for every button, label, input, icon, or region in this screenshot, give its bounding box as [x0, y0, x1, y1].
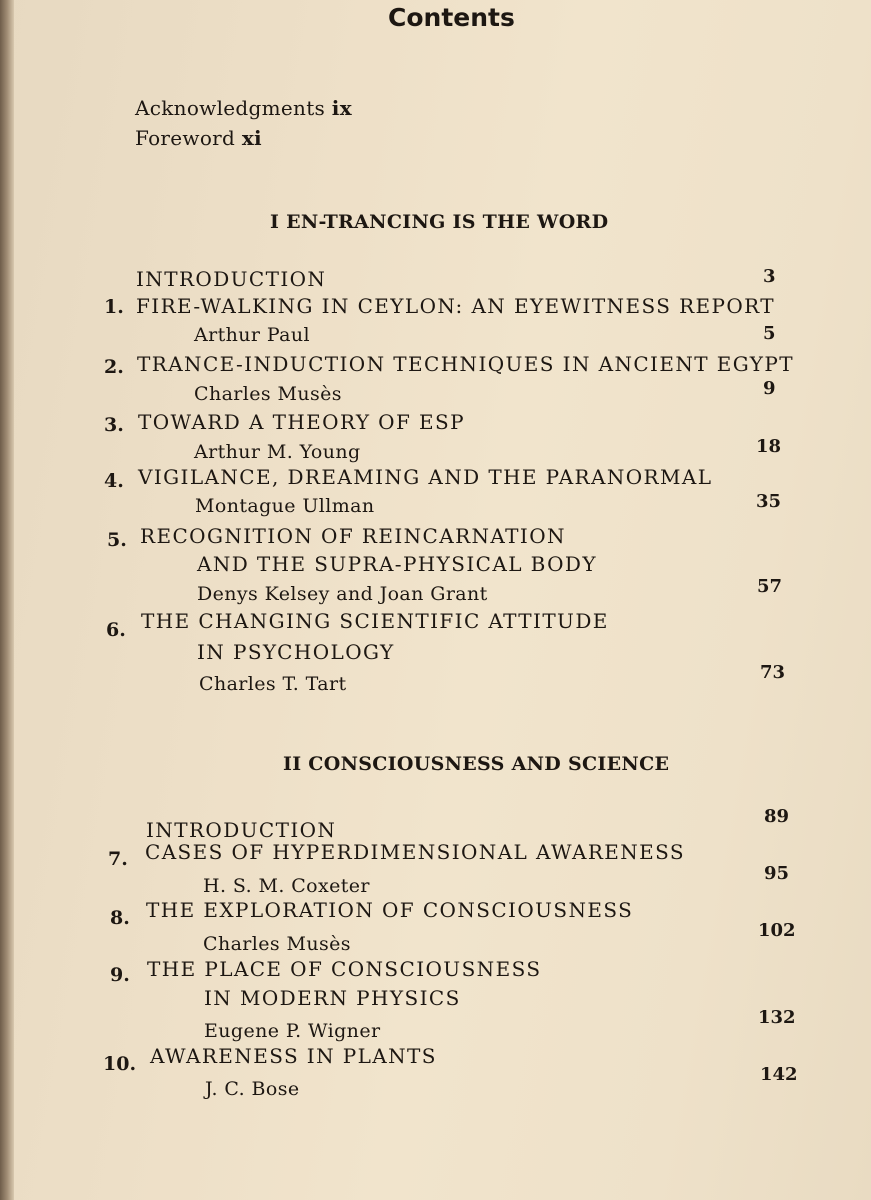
front-matter-page: ix	[331, 96, 352, 120]
chapter-author: Charles Musès	[203, 933, 351, 955]
part-heading: I EN-TRANCING IS THE WORD	[270, 211, 609, 233]
page-number: 73	[760, 662, 786, 683]
chapter-title: CASES OF HYPERDIMENSIONAL AWARENESS	[145, 840, 686, 864]
chapter-title-continuation: IN PSYCHOLOGY	[197, 640, 395, 664]
chapter-number: 5.	[107, 529, 127, 551]
chapter-title: RECOGNITION OF REINCARNATION	[140, 524, 566, 548]
introduction-title: INTRODUCTION	[136, 267, 327, 291]
chapter-author: Montague Ullman	[195, 495, 375, 517]
chapter-author: Charles T. Tart	[199, 673, 347, 695]
chapter-author: Arthur M. Young	[194, 441, 361, 463]
chapter-title: FIRE-WALKING IN CEYLON: AN EYEWITNESS REPORT	[136, 294, 776, 318]
part-heading: II CONSCIOUSNESS AND SCIENCE	[283, 753, 670, 775]
chapter-number: 7.	[108, 848, 128, 870]
chapter-author: Eugene P. Wigner	[204, 1020, 381, 1042]
page-number: 18	[756, 436, 782, 457]
chapter-number: 3.	[104, 414, 124, 436]
front-matter-page: xi	[241, 126, 262, 150]
chapter-title-continuation: AND THE SUPRA-PHYSICAL BODY	[197, 552, 597, 576]
chapter-title: THE PLACE OF CONSCIOUSNESS	[147, 957, 542, 981]
page-title: Contents	[388, 3, 515, 32]
page-number: 57	[757, 576, 783, 597]
introduction-title: INTRODUCTION	[146, 818, 337, 842]
chapter-number: 4.	[104, 470, 124, 492]
page-number: 5	[763, 323, 776, 344]
page-number: 89	[764, 806, 790, 827]
chapter-number: 9.	[110, 964, 130, 986]
chapter-number: 2.	[104, 356, 124, 378]
chapter-title: VIGILANCE, DREAMING AND THE PARANORMAL	[138, 465, 713, 489]
chapter-title-continuation: IN MODERN PHYSICS	[204, 986, 461, 1010]
chapter-title: AWARENESS IN PLANTS	[150, 1044, 437, 1068]
chapter-title: THE CHANGING SCIENTIFIC ATTITUDE	[141, 609, 609, 633]
page-binding-shadow	[0, 0, 14, 1200]
page-number: 142	[760, 1064, 798, 1085]
chapter-title: THE EXPLORATION OF CONSCIOUSNESS	[146, 898, 634, 922]
page-number: 95	[764, 863, 790, 884]
page-number: 102	[758, 920, 796, 941]
chapter-number: 10.	[103, 1053, 137, 1075]
front-matter-label: Acknowledgments	[135, 96, 326, 120]
chapter-author: Denys Kelsey and Joan Grant	[197, 583, 488, 605]
front-matter-entry	[135, 126, 262, 150]
front-matter-entry	[135, 96, 352, 120]
chapter-number: 6.	[106, 619, 126, 641]
chapter-title: TRANCE-INDUCTION TECHNIQUES IN ANCIENT EGYPT	[137, 352, 794, 376]
chapter-title: TOWARD A THEORY OF ESP	[138, 410, 465, 434]
chapter-author: Arthur Paul	[194, 324, 311, 346]
chapter-number: 8.	[110, 907, 130, 929]
page-number: 9	[763, 378, 776, 399]
front-matter-label: Foreword	[135, 126, 236, 150]
page-number: 132	[758, 1007, 796, 1028]
page-number: 35	[756, 491, 782, 512]
chapter-author: H. S. M. Coxeter	[203, 875, 370, 897]
chapter-author: J. C. Bose	[205, 1078, 300, 1100]
chapter-author: Charles Musès	[194, 383, 342, 405]
page-number: 3	[763, 266, 776, 287]
chapter-number: 1.	[104, 296, 124, 318]
